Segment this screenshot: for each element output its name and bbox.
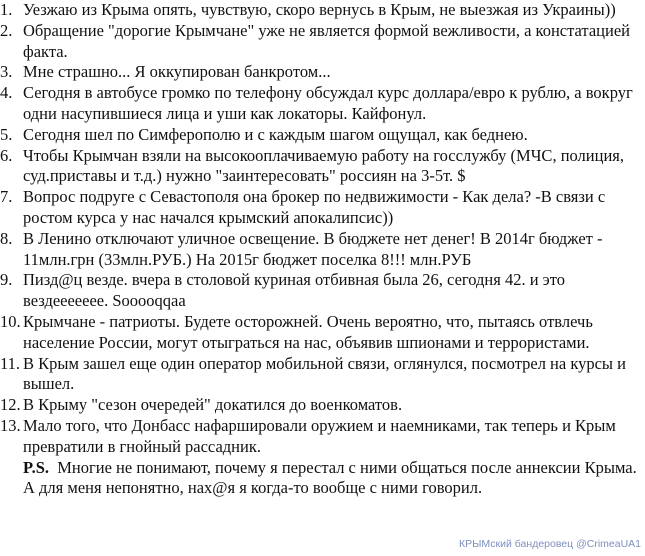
item-number: 7. (0, 187, 13, 207)
item-number: 13. (0, 415, 21, 435)
list-item (0, 270, 645, 312)
list-item (0, 354, 645, 396)
item-number: 11. (0, 353, 21, 373)
list-item (0, 187, 645, 229)
item-text: Уезжаю из Крыма опять, чувствую, скоро вернусь в Крым, не выезжая из Украины)) (23, 0, 616, 19)
list-item (0, 395, 645, 416)
item-number: 9. (0, 270, 13, 290)
item-text: Сегодня шел по Симферополю и с каждым шагом ощущал, как беднею. (23, 124, 528, 144)
item-text: Чтобы Крымчан взяли на высокооплачиваемую работу на госслужбу (МЧС, полиция, суд.приставы и т.д.) нужно "заинтересовать" россиян на 3-5т. $ (23, 145, 624, 186)
item-number: 3. (0, 62, 13, 82)
item-text: Мне страшно... Я оккупирован банкротом... (23, 62, 331, 82)
list-item (0, 125, 645, 146)
postscript (23, 458, 645, 500)
list-item (0, 62, 645, 83)
item-number: 2. (0, 20, 13, 40)
item-text: Обращение "дорогие Крымчане" уже не является формой вежливости, а констатацией факта. (23, 20, 630, 61)
list-item (0, 229, 645, 271)
item-number: 12. (0, 395, 21, 415)
item-text: В Крым зашел еще один оператор мобильной связи, оглянулся, посмотрел на курсы и вышел. (23, 353, 626, 394)
item-text: Крымчане - патриоты. Будете осторожней. Очень вероятно, что, пытаясь отвлечь население России, могут отыграться на нас, объявив шпионами и террористами. (23, 311, 593, 352)
item-number: 10. (0, 311, 21, 331)
item-text: Вопрос подруге с Севастополя она брокер по недвижимости - Как дела? -В связи с ростом курса у нас начался крымский апокалипсис)) (23, 187, 606, 227)
item-number: 5. (0, 124, 13, 144)
item-number: 1. (0, 0, 13, 19)
item-text: Мало того, что Донбасс нафаршировали оружием и наемниками, так теперь и Крым превратили в гнойный рассадник. (23, 415, 616, 456)
item-text: В Крыму "сезон очередей" докатился до военкоматов. (23, 395, 403, 415)
list-item (0, 416, 645, 499)
item-text: В Ленино отключают уличное освещение. В бюджете нет денег! В 2014г бюджет - 11млн.грн (33млн.РУБ.) На 2015г бюджет поселка 8!!! млн.РУБ (23, 228, 603, 269)
list-item (0, 0, 645, 21)
item-number: 6. (0, 145, 13, 165)
author-watermark: КРЫМский бандеровец @CrimeaUA1 (459, 538, 641, 550)
postscript-text: Многие не понимают, почему я перестал с ними общаться после аннексии Крыма. А для меня непонятно, нах@я я когда-то вообще с ними говорил. (23, 457, 637, 498)
list-item (0, 83, 645, 125)
item-text: Сегодня в автобусе громко по телефону обсуждал курс доллара/евро к рублю, а вокруг одни насупившиеся лица и уши как локаторы. Кайфонул. (23, 83, 633, 123)
item-number: 8. (0, 228, 13, 248)
list-item (0, 146, 645, 188)
list-item (0, 312, 645, 354)
item-text: Пизд@ц везде. вчера в столовой куриная отбивная была 26, сегодня 42. и это вездееееееe. Sooooqqaa (23, 270, 566, 311)
list-item (0, 21, 645, 63)
item-number: 4. (0, 83, 13, 103)
postscript-label: P.S. (23, 457, 49, 477)
